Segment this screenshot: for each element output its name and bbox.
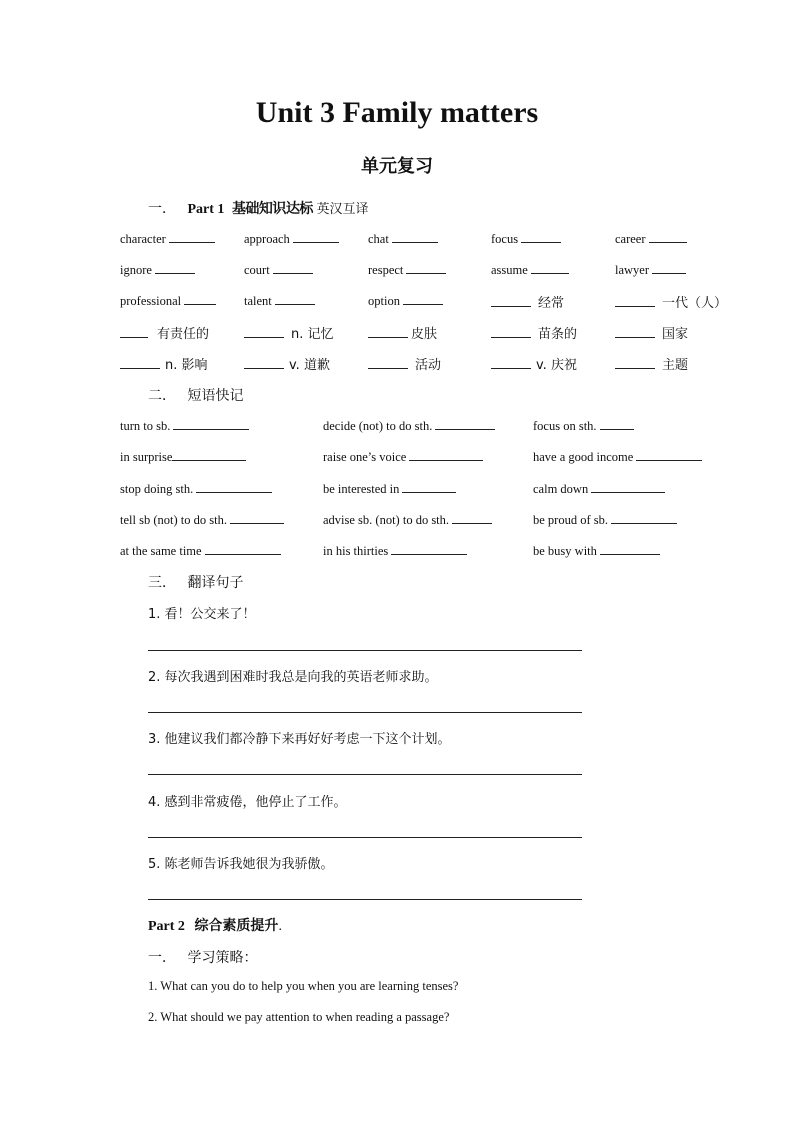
vocab-item: 主题 — [615, 354, 688, 373]
answer-blank — [611, 511, 677, 524]
vocab-item: 有责任的 — [120, 323, 209, 342]
vocab-item: 皮肤 — [368, 323, 437, 342]
answer-blank — [636, 448, 702, 461]
vocab-item: focus — [491, 230, 564, 247]
section-number: 三． — [148, 575, 176, 591]
vocab-item: court — [244, 261, 316, 278]
answer-blank — [615, 294, 655, 307]
phrase-item: turn to sb. — [120, 417, 252, 434]
answer-line[interactable] — [148, 650, 582, 651]
vocab-item: assume — [491, 261, 572, 278]
answer-blank — [452, 511, 492, 524]
answer-line[interactable] — [148, 712, 582, 713]
translate-item: 1. 看！公交来了！ — [148, 607, 256, 622]
strategy-question: 2. What should we pay attention to when reading a passage? — [148, 1010, 450, 1024]
phrase-item: in surprise — [120, 448, 249, 465]
answer-blank — [368, 325, 408, 338]
answer-blank — [273, 261, 313, 274]
phrase-item: be interested in — [323, 480, 459, 497]
page-subtitle: 单元复习 — [361, 156, 433, 177]
phrases-heading — [148, 385, 244, 405]
answer-blank — [521, 230, 561, 243]
phrase-item: be busy with — [533, 542, 663, 559]
section-number: 一． — [148, 201, 176, 217]
section-number: 二． — [148, 388, 176, 404]
phrases-title: 短语快记 — [187, 388, 244, 404]
answer-blank — [169, 230, 215, 243]
answer-blank — [600, 417, 634, 430]
phrase-item: be proud of sb. — [533, 511, 680, 528]
vocab-item: approach — [244, 230, 342, 247]
answer-blank — [649, 230, 687, 243]
part-label: Part 2 — [148, 919, 185, 934]
phrase-item: stop doing sth. — [120, 480, 275, 497]
vocab-item: talent — [244, 292, 318, 309]
vocab-item: n. 影响 — [120, 354, 208, 373]
phrase-item: tell sb (not) to do sth. — [120, 511, 287, 528]
part2-heading — [148, 915, 282, 935]
vocab-item: 经常 — [491, 292, 564, 311]
vocab-item: n. 记忆 — [244, 323, 334, 342]
answer-blank — [205, 542, 281, 555]
translate-heading — [148, 572, 244, 592]
answer-line[interactable] — [148, 837, 582, 838]
phrase-item: have a good income — [533, 448, 705, 465]
answer-blank — [491, 356, 531, 369]
answer-blank — [615, 356, 655, 369]
answer-blank — [155, 261, 195, 274]
answer-blank — [172, 448, 246, 461]
phrase-item: at the same time — [120, 542, 284, 559]
vocab-item: v. 庆祝 — [491, 354, 577, 373]
answer-blank — [409, 448, 483, 461]
answer-blank — [531, 261, 569, 274]
part-label: Part 1 — [187, 202, 225, 217]
phrase-item: focus on sth. — [533, 417, 637, 434]
answer-blank — [173, 417, 249, 430]
translate-item: 5. 陈老师告诉我她很为我骄傲。 — [148, 857, 334, 872]
answer-blank — [230, 511, 284, 524]
vocab-item: v. 道歉 — [244, 354, 330, 373]
phrase-item: in his thirties — [323, 542, 470, 559]
phrase-item: decide (not) to do sth. — [323, 417, 498, 434]
answer-blank — [391, 542, 467, 555]
answer-line[interactable] — [148, 774, 582, 775]
phrase-item: calm down — [533, 480, 668, 497]
vocab-item: option — [368, 292, 446, 309]
heading-dot: . — [278, 919, 282, 934]
answer-blank — [244, 325, 284, 338]
vocab-item: career — [615, 230, 690, 247]
vocab-item: 活动 — [368, 354, 441, 373]
translate-title: 翻译句子 — [187, 575, 244, 591]
strategy-heading — [148, 947, 258, 967]
part1-title: 基础知识达标 — [231, 201, 313, 217]
answer-blank — [293, 230, 339, 243]
translate-item: 4. 感到非常疲倦，他停止了工作。 — [148, 795, 347, 810]
part1-heading — [148, 198, 368, 218]
vocab-item: character — [120, 230, 218, 247]
vocab-item: professional — [120, 292, 219, 309]
vocab-item: respect — [368, 261, 449, 278]
answer-blank — [491, 294, 531, 307]
vocab-item: 国家 — [615, 323, 688, 342]
answer-blank — [402, 480, 456, 493]
vocab-item: chat — [368, 230, 441, 247]
vocab-item: 一代（人） — [615, 292, 727, 311]
answer-blank — [368, 356, 408, 369]
vocab-item: ignore — [120, 261, 198, 278]
answer-blank — [403, 292, 443, 305]
part1-subtitle: 英汉互译 — [316, 202, 369, 217]
strategy-title: 学习策略： — [187, 950, 258, 966]
answer-blank — [275, 292, 315, 305]
vocab-item: lawyer — [615, 261, 689, 278]
page-title: Unit 3 Family matters — [255, 96, 539, 129]
part2-title: 综合素质提升 — [194, 918, 279, 934]
answer-blank — [120, 325, 148, 338]
phrase-item: advise sb. (not) to do sth. — [323, 511, 495, 528]
translate-item: 2. 每次我遇到困难时我总是向我的英语老师求助。 — [148, 670, 438, 685]
answer-blank — [392, 230, 438, 243]
strategy-question: 1. What can you do to help you when you are learning tenses? — [148, 979, 459, 993]
section-number: 一． — [148, 950, 176, 966]
answer-blank — [615, 325, 655, 338]
answer-line[interactable] — [148, 899, 582, 900]
answer-blank — [196, 480, 272, 493]
phrase-item: raise one’s voice — [323, 448, 486, 465]
answer-blank — [184, 292, 216, 305]
answer-blank — [600, 542, 660, 555]
answer-blank — [120, 356, 160, 369]
answer-blank — [435, 417, 495, 430]
answer-blank — [491, 325, 531, 338]
answer-blank — [652, 261, 686, 274]
answer-blank — [244, 356, 284, 369]
answer-blank — [591, 480, 665, 493]
answer-blank — [406, 261, 446, 274]
vocab-item: 苗条的 — [491, 323, 577, 342]
translate-item: 3. 他建议我们都冷静下来再好好考虑一下这个计划。 — [148, 732, 451, 747]
